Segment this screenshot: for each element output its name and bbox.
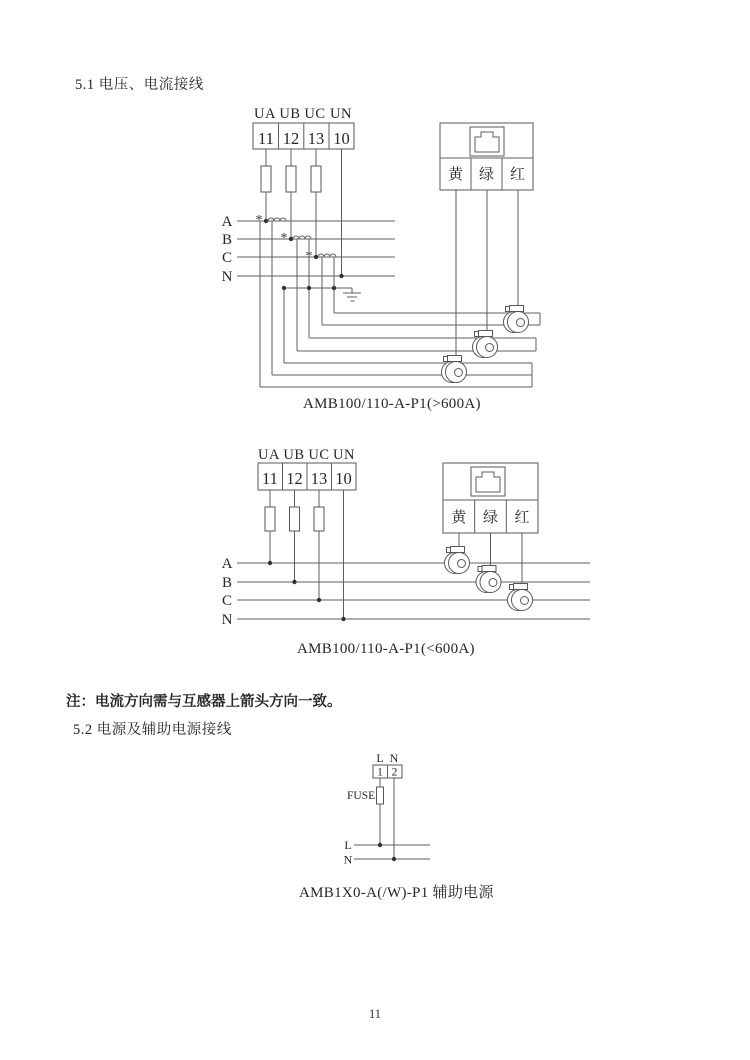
rj45-connector-icon: [471, 467, 505, 496]
phase-label: B: [221, 232, 233, 248]
polarity-asterisk: *: [280, 231, 288, 246]
phase-label: N: [221, 269, 233, 285]
lead-label-yellow: 黄: [451, 510, 467, 526]
meter-connector-box: [443, 463, 538, 533]
phase-label: A: [221, 214, 233, 230]
lead-label-yellow: 黄: [447, 167, 464, 183]
terminal-label: UN: [333, 447, 355, 463]
diagram-caption-under-600a: AMB100/110-A-P1(<600A): [297, 641, 475, 657]
ct-clamp-icon: [473, 331, 498, 358]
terminal-block: [373, 751, 402, 779]
ct-clamp-icon: [442, 356, 467, 383]
ct-clamp-icon: [504, 306, 529, 333]
wiring-diagram-over-600a: [195, 95, 565, 400]
diagram-caption-aux-power: AMB1X0-A(/W)-P1 辅助电源: [299, 885, 494, 901]
terminal-number: 13: [310, 469, 328, 488]
terminal-number: 12: [286, 469, 303, 488]
polarity-asterisk: *: [305, 249, 313, 264]
secondary-loop-wires: [260, 221, 540, 387]
phase-label: C: [221, 250, 233, 266]
terminal-block: [258, 447, 356, 490]
phase-label: A: [221, 556, 233, 572]
lead-label-green: 绿: [478, 167, 495, 183]
terminal-number: 1: [377, 766, 383, 779]
ct-clamp-icon: [445, 547, 470, 574]
rj45-connector-icon: [470, 127, 504, 156]
terminal-label: UN: [330, 106, 352, 122]
terminal-number: 13: [307, 129, 325, 148]
wiring-diagram-aux-power: [340, 748, 450, 870]
fuse-label: FUSE: [347, 790, 376, 802]
lead-label-red: 红: [509, 167, 526, 183]
meter-connector-box: [440, 123, 533, 190]
terminal-number: 10: [333, 129, 350, 148]
phase-label: C: [221, 593, 233, 609]
terminal-block: [253, 106, 354, 149]
lead-label-red: 红: [514, 510, 530, 526]
junction-dots: [268, 561, 346, 621]
phase-label: N: [221, 612, 233, 628]
line-label-l: L: [344, 838, 352, 852]
section-heading-5-2: 5.2 电源及辅助电源接线: [73, 722, 232, 738]
terminal-label: UA: [258, 447, 280, 463]
phase-label: B: [221, 575, 233, 591]
terminal-label: UC: [304, 106, 326, 122]
line-label-n: N: [343, 852, 353, 867]
lead-label-green: 绿: [482, 510, 499, 526]
terminal-number: 12: [282, 129, 300, 148]
ct-clamp-icon: [476, 566, 501, 593]
page-number: 11: [368, 1007, 382, 1021]
terminal-label: UC: [308, 447, 330, 463]
terminal-number: 10: [335, 469, 352, 488]
diagram-caption-over-600a: AMB100/110-A-P1(>600A): [303, 396, 481, 412]
terminal-label: N: [389, 751, 399, 765]
fuse-icon: [347, 778, 394, 859]
terminal-label: UB: [279, 106, 301, 122]
ct-clamp-icon: [508, 584, 533, 611]
polarity-asterisk: *: [255, 213, 263, 228]
section-heading-5-1: 5.1 电压、电流接线: [75, 77, 204, 93]
terminal-number: 11: [262, 469, 278, 488]
supply-lines: [344, 838, 430, 867]
terminal-number: 2: [391, 766, 398, 779]
terminal-label: UA: [254, 106, 276, 122]
wiring-diagram-under-600a: [195, 445, 605, 650]
terminal-label: L: [376, 751, 384, 765]
terminal-label: UB: [283, 447, 305, 463]
phase-lines: [222, 556, 590, 628]
current-direction-note: 注：电流方向需与互感器上箭头方向一致。: [66, 694, 342, 710]
terminal-number: 11: [258, 129, 274, 148]
